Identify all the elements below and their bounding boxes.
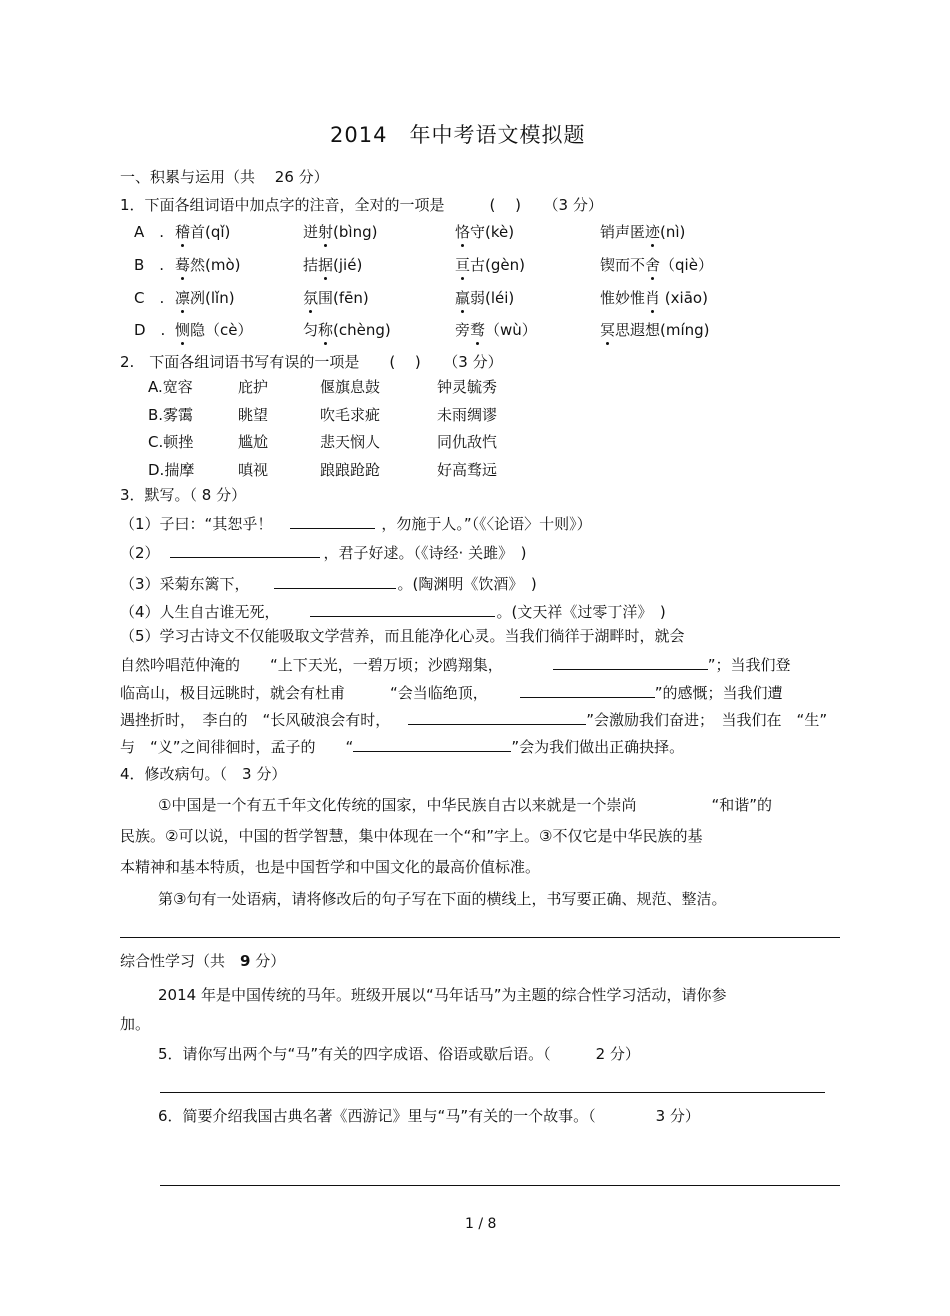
option-word: 庇护 xyxy=(238,378,269,396)
option-word: 踉踉跄跄 xyxy=(320,461,381,479)
option-word: 销声匿迹(nì) xyxy=(600,223,686,241)
option-word: 拮据(jié) xyxy=(303,256,363,274)
option-word: 尴尬 xyxy=(238,433,269,451)
answer-line[interactable] xyxy=(120,937,840,938)
answer-blank[interactable] xyxy=(290,512,375,529)
option-word: 旁骛（wù） xyxy=(455,321,537,339)
recite-paragraph-line: 自然吟唱范仲淹的 “上下天光，一碧万顷；沙鸥翔集， ”；当我们登 xyxy=(120,653,791,675)
option-word: 悲天悯人 xyxy=(320,433,381,451)
option-word: 亘古(gèn) xyxy=(455,256,525,274)
recite-line-3: （3）采菊东篱下， 。(陶渊明《饮酒》 ) xyxy=(120,572,537,594)
answer-blank[interactable] xyxy=(520,681,655,698)
recite-line-2: （2） ，君子好逑。（《诗经· 关雎》 ) xyxy=(120,541,526,563)
dotted-character: 据 xyxy=(318,256,334,274)
answer-blank[interactable] xyxy=(408,708,586,725)
passage-line: ①中国是一个有五千年文化传统的国家，中华民族自古以来就是一个崇尚 “和谐”的 xyxy=(158,796,772,814)
option-word: 恪守(kè) xyxy=(455,223,515,241)
dotted-character: 亘 xyxy=(455,256,471,274)
dotted-character: 恪 xyxy=(455,223,471,241)
dotted-character: 凛 xyxy=(175,289,191,307)
option-word: 匀称(chèng) xyxy=(303,321,391,339)
dotted-character: 骛 xyxy=(470,321,486,339)
page-number: 1 / 8 xyxy=(465,1216,497,1232)
answer-line[interactable] xyxy=(160,1185,840,1186)
dotted-character: 恻 xyxy=(175,321,191,339)
option-word: 吹毛求疵 xyxy=(320,406,381,424)
page-title: 2014 年中考语文模拟题 xyxy=(330,123,586,147)
question-4-stem: 4．修改病句。（ 3 分） xyxy=(120,765,287,783)
option-word: 惟妙惟肖 (xiāo) xyxy=(600,289,708,307)
option-label: D.揣摩 xyxy=(148,461,195,479)
option-word: 钟灵毓秀 xyxy=(437,378,498,396)
option-word: 冥思遐想(míng) xyxy=(600,321,710,339)
option-word: 偃旗息鼓 xyxy=(320,378,381,396)
answer-blank[interactable] xyxy=(553,653,708,670)
answer-blank[interactable] xyxy=(170,541,320,558)
question-2-stem: 2. 下面各组词语书写有误的一项是 ( ) （3 分） xyxy=(120,353,503,371)
option-label: B.雾霭 xyxy=(148,406,194,424)
section-heading: 一、积累与运用（共 26 分） xyxy=(120,168,329,186)
intro-line: 2014 年是中国传统的马年。班级开展以“马年话马”为主题的综合性学习活动，请你参 xyxy=(158,986,727,1004)
dotted-character: 蓦 xyxy=(175,256,191,274)
recite-paragraph-line: 临高山，极目远眺时，就会有杜甫 “会当临绝顶， ”的感慨；当我们遭 xyxy=(120,681,783,703)
question-3-stem: 3．默写。（ 8 分） xyxy=(120,486,247,504)
option-word: 嗔视 xyxy=(238,461,269,479)
passage-line: 本精神和基本特质，也是中国哲学和中国文化的最高价值标准。 xyxy=(120,858,541,876)
answer-line[interactable] xyxy=(160,1092,825,1093)
option-word: 迸射(bìng) xyxy=(303,223,378,241)
dotted-character: 舍 xyxy=(645,256,661,274)
option-word: 羸弱(léi) xyxy=(455,289,515,307)
option-label: A.宽容 xyxy=(148,378,193,396)
question-5-stem: 5．请你写出两个与“马”有关的四字成语、俗语或歇后语。（ 2 分） xyxy=(158,1045,640,1063)
dotted-character: 氛 xyxy=(303,289,319,307)
recite-paragraph-line: （5）学习古诗文不仅能吸取文学营养，而且能净化心灵。当我们徜徉于湖畔时，就会 xyxy=(120,627,685,645)
option-word: 凛冽(lǐn) xyxy=(175,289,235,307)
option-label: A . xyxy=(134,223,165,241)
option-label: C . xyxy=(134,289,165,307)
passage-line: 第③句有一处语病，请将修改后的句子写在下面的横线上，书写要正确、规范、整洁。 xyxy=(158,890,727,908)
option-word: 锲而不舍（qiè） xyxy=(600,256,713,274)
dotted-character: 称 xyxy=(318,321,334,339)
recite-line-4: （4）人生自古谁无死， 。(文天祥《过零丁洋》 ) xyxy=(120,600,666,622)
passage-line: 民族。②可以说，中国的哲学智慧，集中体现在一个“和”字上。③不仅它是中华民族的基 xyxy=(120,827,703,845)
answer-blank[interactable] xyxy=(274,572,396,589)
recite-paragraph-line: 与 “义”之间徘徊时，孟子的 “ ”会为我们做出正确抉择。 xyxy=(120,735,684,757)
answer-blank[interactable] xyxy=(353,735,511,752)
option-word: 未雨绸谬 xyxy=(437,406,498,424)
question-1-stem: 1．下面各组词语中加点字的注音，全对的一项是 ( ) （3 分） xyxy=(120,196,603,214)
option-word: 恻隐（cè） xyxy=(175,321,253,339)
dotted-character: 羸 xyxy=(455,289,471,307)
dotted-character: 迹 xyxy=(645,223,661,241)
recite-paragraph-line: 遇挫折时， 李白的 “长风破浪会有时， ”会激励我们奋进； 当我们在 “生” xyxy=(120,708,827,730)
question-6-stem: 6．简要介绍我国古典名著《西游记》里与“马”有关的一个故事。（ 3 分） xyxy=(158,1107,700,1125)
option-word: 蓦然(mò) xyxy=(175,256,241,274)
dotted-character: 射 xyxy=(318,223,334,241)
option-label: B . xyxy=(134,256,165,274)
section-heading: 综合性学习（共 9 分） xyxy=(120,952,286,970)
intro-line: 加。 xyxy=(120,1015,151,1033)
option-label: D . xyxy=(134,321,166,339)
dotted-character: 稽 xyxy=(175,223,191,241)
recite-line-1: （1）子曰：“其恕乎！ ，勿施于人。”（《〈论语〉十则》） xyxy=(120,512,592,534)
option-label: C.顿挫 xyxy=(148,433,194,451)
option-word: 氛围(fēn) xyxy=(303,289,369,307)
answer-blank[interactable] xyxy=(310,600,495,617)
dotted-character: 冥 xyxy=(600,321,616,339)
dotted-character: 肖 xyxy=(645,289,661,307)
option-word: 同仇敌忾 xyxy=(437,433,498,451)
option-word: 眺望 xyxy=(238,406,269,424)
option-word: 好高骛远 xyxy=(437,461,498,479)
option-word: 稽首(qǐ) xyxy=(175,223,231,241)
